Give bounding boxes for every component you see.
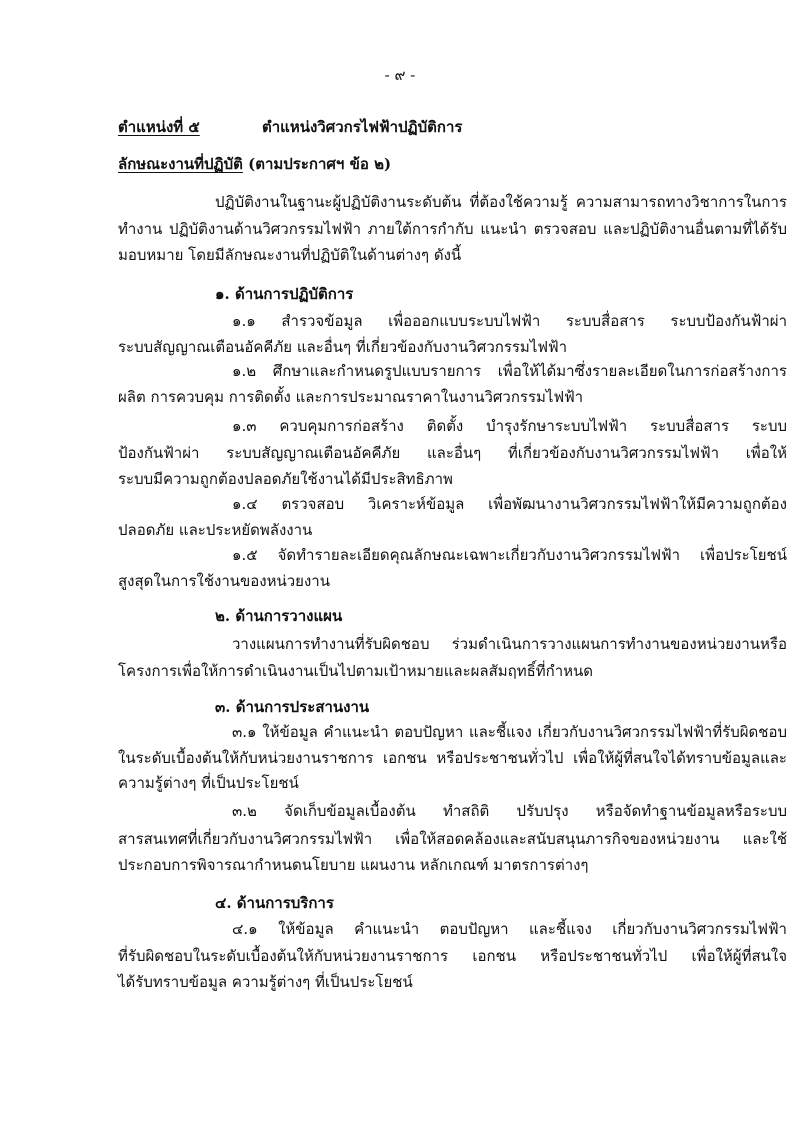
position-title: ตำแหน่งวิศวกรไฟฟ้าปฏิบัติการ [262,118,463,136]
item-3-1-line: ในระดับเบื้องต้นให้กับหน่วยงานราชการ เอกชน หรือประชาชนทั่วไป เพื่อให้ผู้ที่สนใจได้ทราบข้อมูลและ [118,749,787,767]
section2-heading: ๒. ด้านการวางแผน [215,607,343,625]
item-3-1-line: ความรู้ต่างๆ ที่เป็นประโยชน์ [118,774,299,792]
item-1-5-line: สูงสุดในการใช้งานของหน่วยงาน [118,572,330,590]
item-1-5-line: ๑.๕ จัดทำรายละเอียดคุณลักษณะเฉพาะเกี่ยวกับงานวิศวกรรมไฟฟ้า เพื่อประโยชน์ [232,546,787,564]
section4-heading: ๔. ด้านการบริการ [215,894,334,912]
section2-line: วางแผนการทำงานที่รับผิดชอบ ร่วมดำเนินการวางแผนการทำงานของหน่วยงานหรือ [232,635,787,653]
duties-heading-note: (ตามประกาศฯ ข้อ ๒) [248,155,392,173]
item-1-4-line: ๑.๔ ตรวจสอบ วิเคราะห์ข้อมูล เพื่อพัฒนางานวิศวกรรมไฟฟ้าให้มีความถูกต้อง [232,495,787,513]
section3-heading: ๓. ด้านการประสานงาน [215,698,370,716]
item-1-4-line: ปลอดภัย และประหยัดพลังงาน [118,521,313,539]
section2-line: โครงการเพื่อให้การดำเนินงานเป็นไปตามเป้าหมายและผลสัมฤทธิ์ที่กำหนด [118,662,594,680]
item-3-2-line: ๓.๒ จัดเก็บข้อมูลเบื้องต้น ทำสถิติ ปรับปรุง หรือจัดทำฐานข้อมูลหรือระบบ [232,802,787,820]
section1-heading: ๑. ด้านการปฏิบัติการ [215,285,354,303]
page-number: - ๙ - [384,66,416,84]
item-1-2-line: ผลิต การควบคุม การติดตั้ง และการประมาณราคาในงานวิศวกรรมไฟฟ้า [118,388,584,406]
item-1-1-line: ๑.๑ สำรวจข้อมูล เพื่อออกแบบระบบไฟฟ้า ระบบสื่อสาร ระบบป้องกันฟ้าผ่า [232,312,787,330]
item-1-3-line: ระบบมีความถูกต้องปลอดภัยใช้งานได้มีประสิทธิภาพ [118,470,453,488]
item-3-2-line: สารสนเทศที่เกี่ยวกับงานวิศวกรรมไฟฟ้า เพื่อให้สอดคล้องและสนับสนุนภารกิจของหน่วยงาน และใช้ [118,830,787,848]
intro-line: ปฏิบัติงานในฐานะผู้ปฏิบัติงานระดับต้น ที่ต้องใช้ความรู้ ความสามารถทางวิชาการในการ [215,193,787,211]
item-1-3-line: ป้องกันฟ้าผ่า ระบบสัญญาณเตือนอัคคีภัย และอื่นๆ ที่เกี่ยวข้องกับงานวิศวกรรมไฟฟ้า เพื่อให้ [118,444,787,462]
duties-heading-label: ลักษณะงานที่ปฏิบัติ [118,155,243,173]
item-4-1-line: ที่รับผิดชอบในระดับเบื้องต้นให้กับหน่วยงานราชการ เอกชน หรือประชาชนทั่วไป เพื่อให้ผู้ที่สนใจ [118,947,787,965]
intro-line: มอบหมาย โดยมีลักษณะงานที่ปฏิบัติในด้านต่างๆ ดังนี้ [118,246,462,264]
intro-line: ทำงาน ปฏิบัติงานด้านวิศวกรรมไฟฟ้า ภายใต้การกำกับ แนะนำ ตรวจสอบ และปฏิบัติงานอื่นตามที่ได้รับ [118,220,787,238]
item-1-1-line: ระบบสัญญาณเตือนอัคคีภัย และอื่นๆ ที่เกี่ยวข้องกับงานวิศวกรรมไฟฟ้า [118,338,568,356]
item-4-1-line: ได้รับทราบข้อมูล ความรู้ต่างๆ ที่เป็นประโยชน์ [118,973,413,991]
item-3-1-line: ๓.๑ ให้ข้อมูล คำแนะนำ ตอบปัญหา และชี้แจง เกี่ยวกับงานวิศวกรรมไฟฟ้าที่รับผิดชอบ [232,723,787,741]
item-4-1-line: ๔.๑ ให้ข้อมูล คำแนะนำ ตอบปัญหา และชี้แจง เกี่ยวกับงานวิศวกรรมไฟฟ้า [232,920,787,938]
item-1-2-line: ๑.๒ ศึกษาและกำหนดรูปแบบรายการ เพื่อให้ได้มาซึ่งรายละเอียดในการก่อสร้างการ [232,362,787,380]
duties-heading [118,154,391,174]
item-1-3-line: ๑.๓ ควบคุมการก่อสร้าง ติดตั้ง บำรุงรักษาระบบไฟฟ้า ระบบสื่อสาร ระบบ [232,417,787,435]
item-3-2-line: ประกอบการพิจารณากำหนดนโยบาย แผนงาน หลักเกณฑ์ มาตรการต่างๆ [118,856,589,874]
position-label: ตำแหน่งที่ ๕ [118,118,200,136]
